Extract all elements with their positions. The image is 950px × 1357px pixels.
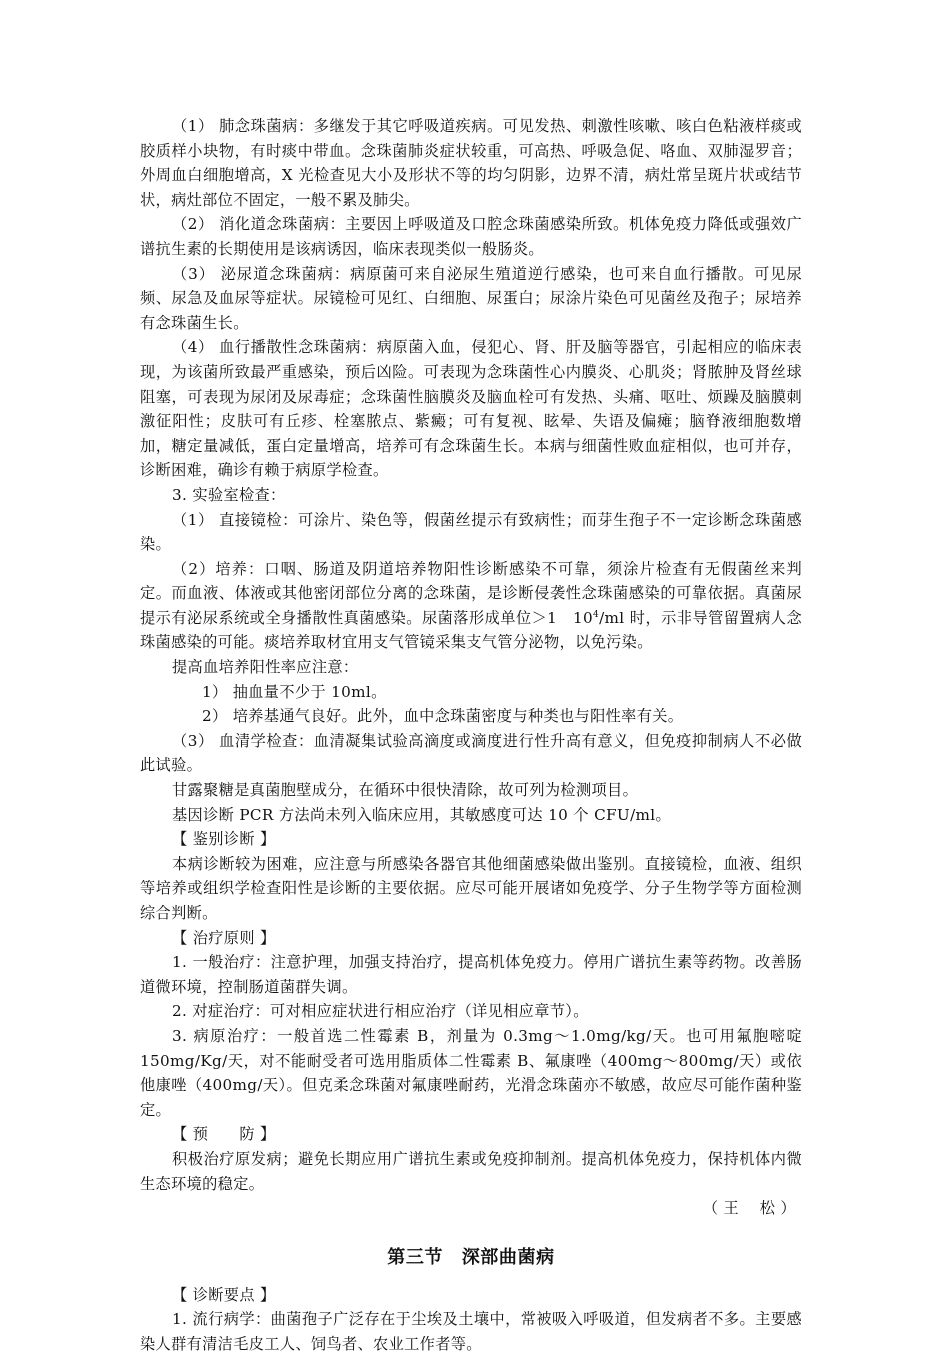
section-header-prevention: 【 预 防 】 [172,1125,276,1144]
paragraph-direct-microscopy: （1） 直接镜检：可涂片、染色等，假菌丝提示有致病性；而芽生孢子不一定诊断念珠菌感染。 [140,510,802,554]
paragraph-serology: （3） 血清学检查：血清凝集试验高滴度或滴度进行性升高有意义，但免疫抑制病人不必做此试验。 [140,731,802,775]
paragraph-mannan: 甘露聚糖是真菌胞壁成分，在循环中很快清除，故可列为检测项目。 [172,781,639,800]
heading-lab-tests: 3. 实验室检查： [172,485,286,504]
paragraph-digestive-candidiasis: （2） 消化道念珠菌病：主要因上呼吸道及口腔念珠菌感染所致。机体免疫力降低或强效广谱抗生素的长期使用是该病诱因，临床表现类似一般肠炎。 [140,215,802,258]
blood-culture-item: 1） 抽血量不少于 10ml。 [202,682,387,701]
blood-culture-title: 提高血培养阳性率应注意： [172,658,359,677]
paragraph-prevention: 积极治疗原发病；避免长期应用广谱抗生素或免疫抑制剂。提高机体免疫力，保持机体内微生态环境的稳定。 [140,1149,802,1193]
section-header-treatment: 【 治疗原则 】 [172,928,276,947]
treatment-item: 2. 对症治疗：可对相应症状进行相应治疗（详见相应章节）。 [172,1002,589,1021]
paragraph-culture [140,557,802,655]
section-header-differential: 【 鉴别诊断 】 [172,830,276,849]
paragraph-pulmonary-candidiasis: （1） 肺念珠菌病：多继发于其它呼吸道疾病。可见发热、刺激性咳嗽、咳白色粘液样痰或胶质样小块物，有时痰中带血。念珠菌肺炎症状较重，可高热、呼吸急促、咯血、双肺湿罗音；外周血白细胞增高，X 光检查见大小及形状不等的均匀阴影，边界不清，病灶常呈斑片状或结节状，病灶部位不固定，一般不累及肺尖。 [140,117,802,209]
treatment-item: 1. 一般治疗：注意护理，加强支持治疗，提高机体免疫力。停用广谱抗生素等药物。改善肠道微环境，控制肠道菌群失调。 [140,953,802,996]
culture-exponent: 4 [592,609,600,620]
paragraph-pcr: 基因诊断 PCR 方法尚未列入临床应用，其敏感度可达 10 个 CFU/ml。 [172,805,672,824]
page-content [140,114,802,1357]
paragraph-differential: 本病诊断较为困难，应注意与所感染各器官其他细菌感染做出鉴别。直接镜检，血液、组织等培养或组织学检查阳性是诊断的主要依据。应尽可能开展诸如免疫学、分子生物学等方面检测综合判断。 [140,854,802,922]
culture-text-after: /ml 时，示非导管留置病人念珠菌感染的可能。痰培养取材宜用支气管镜采集支气管分泌物，以免污染。 [140,608,802,652]
paragraph-epidemiology: 1. 流行病学：曲菌孢子广泛存在于尘埃及土壤中，常被吸入呼吸道，但发病者不多。主要感染人群有清洁毛皮工人、饲鸟者、农业工作者等。 [140,1310,802,1353]
author-signature: （ 王 松 ） [702,1199,796,1218]
blood-culture-item: 2） 培养基通气良好。此外，血中念珠菌密度与种类也与阳性率有关。 [202,707,684,726]
section-header-diagnosis: 【 诊断要点 】 [172,1285,276,1304]
paragraph-urinary-candidiasis: （3） 泌尿道念珠菌病：病原菌可来自泌尿生殖道逆行感染，也可来自血行播散。可见尿频、尿急及血尿等症状。尿镜检可见红、白细胞、尿蛋白；尿涂片染色可见菌丝及孢子；尿培养有念珠菌生长。 [140,264,802,332]
section-title: 第三节 深部曲菌病 [387,1246,555,1268]
culture-text-before: （2）培养：口咽、肠道及阴道培养物阳性诊断感染不可靠，须涂片检查有无假菌丝来判定。而血液、体液或其他密闭部位分离的念珠菌，是诊断侵袭性念珠菌感染的可靠依据。真菌尿提示有泌尿系统或全身播散性真菌感染。尿菌落形成单位＞1 10 [140,559,802,627]
treatment-item: 3. 病原治疗：一般首选二性霉素 B，剂量为 0.3mg～1.0mg/kg/天。也可用氟胞嘧啶 150mg/Kg/天，对不能耐受者可选用脂质体二性霉素 B、氟康唑（400mg～800mg/天）或依他康唑（400mg/天）。但克柔念珠菌对氟康唑耐药，光滑念珠菌亦不敏感，故应尽可能作菌种鉴定。 [140,1026,802,1119]
paragraph-disseminated-candidiasis: （4） 血行播散性念珠菌病：病原菌入血，侵犯心、肾、肝及脑等器官，引起相应的临床表现，为该菌所致最严重感染，预后凶险。可表现为念珠菌性心内膜炎、心肌炎；肾脓肿及肾丝球阻塞，可表现为尿闭及尿毒症；念珠菌性脑膜炎及脑血栓可有发热、头痛、呕吐、烦躁及脑膜刺激征阳性；皮肤可有丘疹、栓塞脓点、紫癜；可有复视、眩晕、失语及偏瘫；脑脊液细胞数增加，糖定量减低，蛋白定量增高，培养可有念珠菌生长。本病与细菌性败血症相似，也可并存，诊断困难，确诊有赖于病原学检查。 [140,338,802,480]
